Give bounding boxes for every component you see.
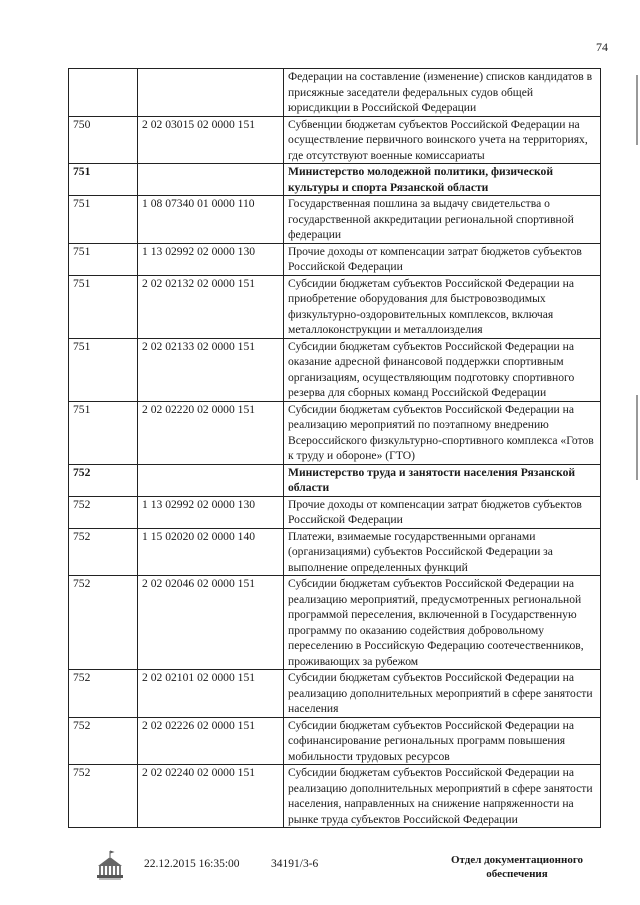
- table-row: [69, 765, 601, 828]
- footer: [0, 848, 640, 888]
- cell-budget-code: 1 13 02992 02 0000 130: [138, 496, 284, 528]
- cell-description: Субвенции бюджетам субъектов Российской Федерации на осуществление первичного воинского учета на территориях, где отсутствуют военные комиссариаты: [284, 116, 601, 164]
- cell-budget-code: 1 08 07340 01 0000 110: [138, 196, 284, 244]
- table-row: [69, 69, 601, 117]
- table-row: [69, 338, 601, 401]
- page-number: 74: [596, 40, 608, 54]
- footer-department: Отдел документационного обеспечения: [450, 854, 584, 880]
- cell-budget-code: 2 02 02240 02 0000 151: [138, 765, 284, 828]
- revenue-codes-table: [68, 68, 601, 828]
- cell-description: Государственная пошлина за выдачу свидетельства о государственной аккредитации региональной спортивной федерации: [284, 196, 601, 244]
- cell-description: Прочие доходы от компенсации затрат бюджетов субъектов Российской Федерации: [284, 496, 601, 528]
- cell-description: Субсидии бюджетам субъектов Российской Федерации на реализацию дополнительных мероприятий в сфере занятости населения, направленных на снижение напряженности на рынке труда субъектов Российской Федерации: [284, 765, 601, 828]
- cell-description: Субсидии бюджетам субъектов Российской Федерации на реализацию мероприятий, предусмотренных региональной программой переселения, включенной в Государственную программу по оказанию содействия добровольному переселению в Российскую Федерацию соотечественников, проживающих за рубежом: [284, 576, 601, 670]
- table-row-ministry: [69, 464, 601, 496]
- cell-budget-code: [138, 464, 284, 496]
- cell-admin-code: 751: [69, 275, 138, 338]
- table-row: [69, 717, 601, 765]
- cell-admin-code: 752: [69, 717, 138, 765]
- table-row: [69, 116, 601, 164]
- table-row: [69, 528, 601, 576]
- cell-description: Субсидии бюджетам субъектов Российской Федерации на оказание адресной финансовой поддержки спортивным организациям, осуществляющим подготовку спортивного резерва для сборных команд Российской Федерации: [284, 338, 601, 401]
- cell-admin-code: 751: [69, 196, 138, 244]
- table-row: [69, 576, 601, 670]
- cell-description: Платежи, взимаемые государственными органами (организациями) субъектов Российской Федерации за выполнение определенных функций: [284, 528, 601, 576]
- cell-budget-code: [138, 69, 284, 117]
- cell-description: Субсидии бюджетам субъектов Российской Федерации на софинансирование региональных программ повышения мобильности трудовых ресурсов: [284, 717, 601, 765]
- cell-admin-code: 751: [69, 243, 138, 275]
- cell-admin-code: 752: [69, 528, 138, 576]
- cell-admin-code: 751: [69, 164, 138, 196]
- cell-admin-code: 752: [69, 670, 138, 718]
- cell-admin-code: 752: [69, 464, 138, 496]
- cell-admin-code: 751: [69, 401, 138, 464]
- cell-budget-code: 2 02 02046 02 0000 151: [138, 576, 284, 670]
- cell-budget-code: 2 02 02132 02 0000 151: [138, 275, 284, 338]
- cell-admin-code: 752: [69, 576, 138, 670]
- cell-description: Субсидии бюджетам субъектов Российской Федерации на реализацию дополнительных мероприятий в сфере занятости населения: [284, 670, 601, 718]
- cell-budget-code: 2 02 02220 02 0000 151: [138, 401, 284, 464]
- footer-reg-number: 34191/3-6: [271, 858, 319, 870]
- cell-admin-code: 751: [69, 338, 138, 401]
- cell-description: Министерство труда и занятости населения Рязанской области: [284, 464, 601, 496]
- cell-budget-code: 2 02 03015 02 0000 151: [138, 116, 284, 164]
- cell-description: Министерство молодежной политики, физической культуры и спорта Рязанской области: [284, 164, 601, 196]
- cell-budget-code: [138, 164, 284, 196]
- cell-admin-code: 750: [69, 116, 138, 164]
- cell-description: Прочие доходы от компенсации затрат бюджетов субъектов Российской Федерации: [284, 243, 601, 275]
- table-row-ministry: [69, 164, 601, 196]
- table-row: [69, 275, 601, 338]
- cell-description: Субсидии бюджетам субъектов Российской Федерации на реализацию мероприятий по поэтапному внедрению Всероссийского физкультурно-спортивного комплекса «Готов к труду и обороне» (ГТО): [284, 401, 601, 464]
- table-row: [69, 243, 601, 275]
- cell-budget-code: 2 02 02226 02 0000 151: [138, 717, 284, 765]
- cell-description: Федерации на составление (изменение) списков кандидатов в присяжные заседатели федеральных судов общей юрисдикции в Российской Федерации: [284, 69, 601, 117]
- cell-budget-code: 2 02 02101 02 0000 151: [138, 670, 284, 718]
- table-row: [69, 670, 601, 718]
- cell-budget-code: 1 13 02992 02 0000 130: [138, 243, 284, 275]
- footer-datetime: 22.12.2015 16:35:00: [144, 858, 240, 870]
- cell-admin-code: 752: [69, 496, 138, 528]
- duma-emblem-icon: [93, 848, 127, 882]
- binder-mark: [636, 75, 638, 145]
- cell-budget-code: 1 15 02020 02 0000 140: [138, 528, 284, 576]
- table-row: [69, 496, 601, 528]
- binder-mark: [636, 395, 638, 480]
- cell-admin-code: [69, 69, 138, 117]
- cell-description: Субсидии бюджетам субъектов Российской Федерации на приобретение оборудования для быстровозводимых физкультурно-оздоровительных комплексов, включая металлоконструкции и металлоизделия: [284, 275, 601, 338]
- table-row: [69, 196, 601, 244]
- table-row: [69, 401, 601, 464]
- cell-budget-code: 2 02 02133 02 0000 151: [138, 338, 284, 401]
- cell-admin-code: 752: [69, 765, 138, 828]
